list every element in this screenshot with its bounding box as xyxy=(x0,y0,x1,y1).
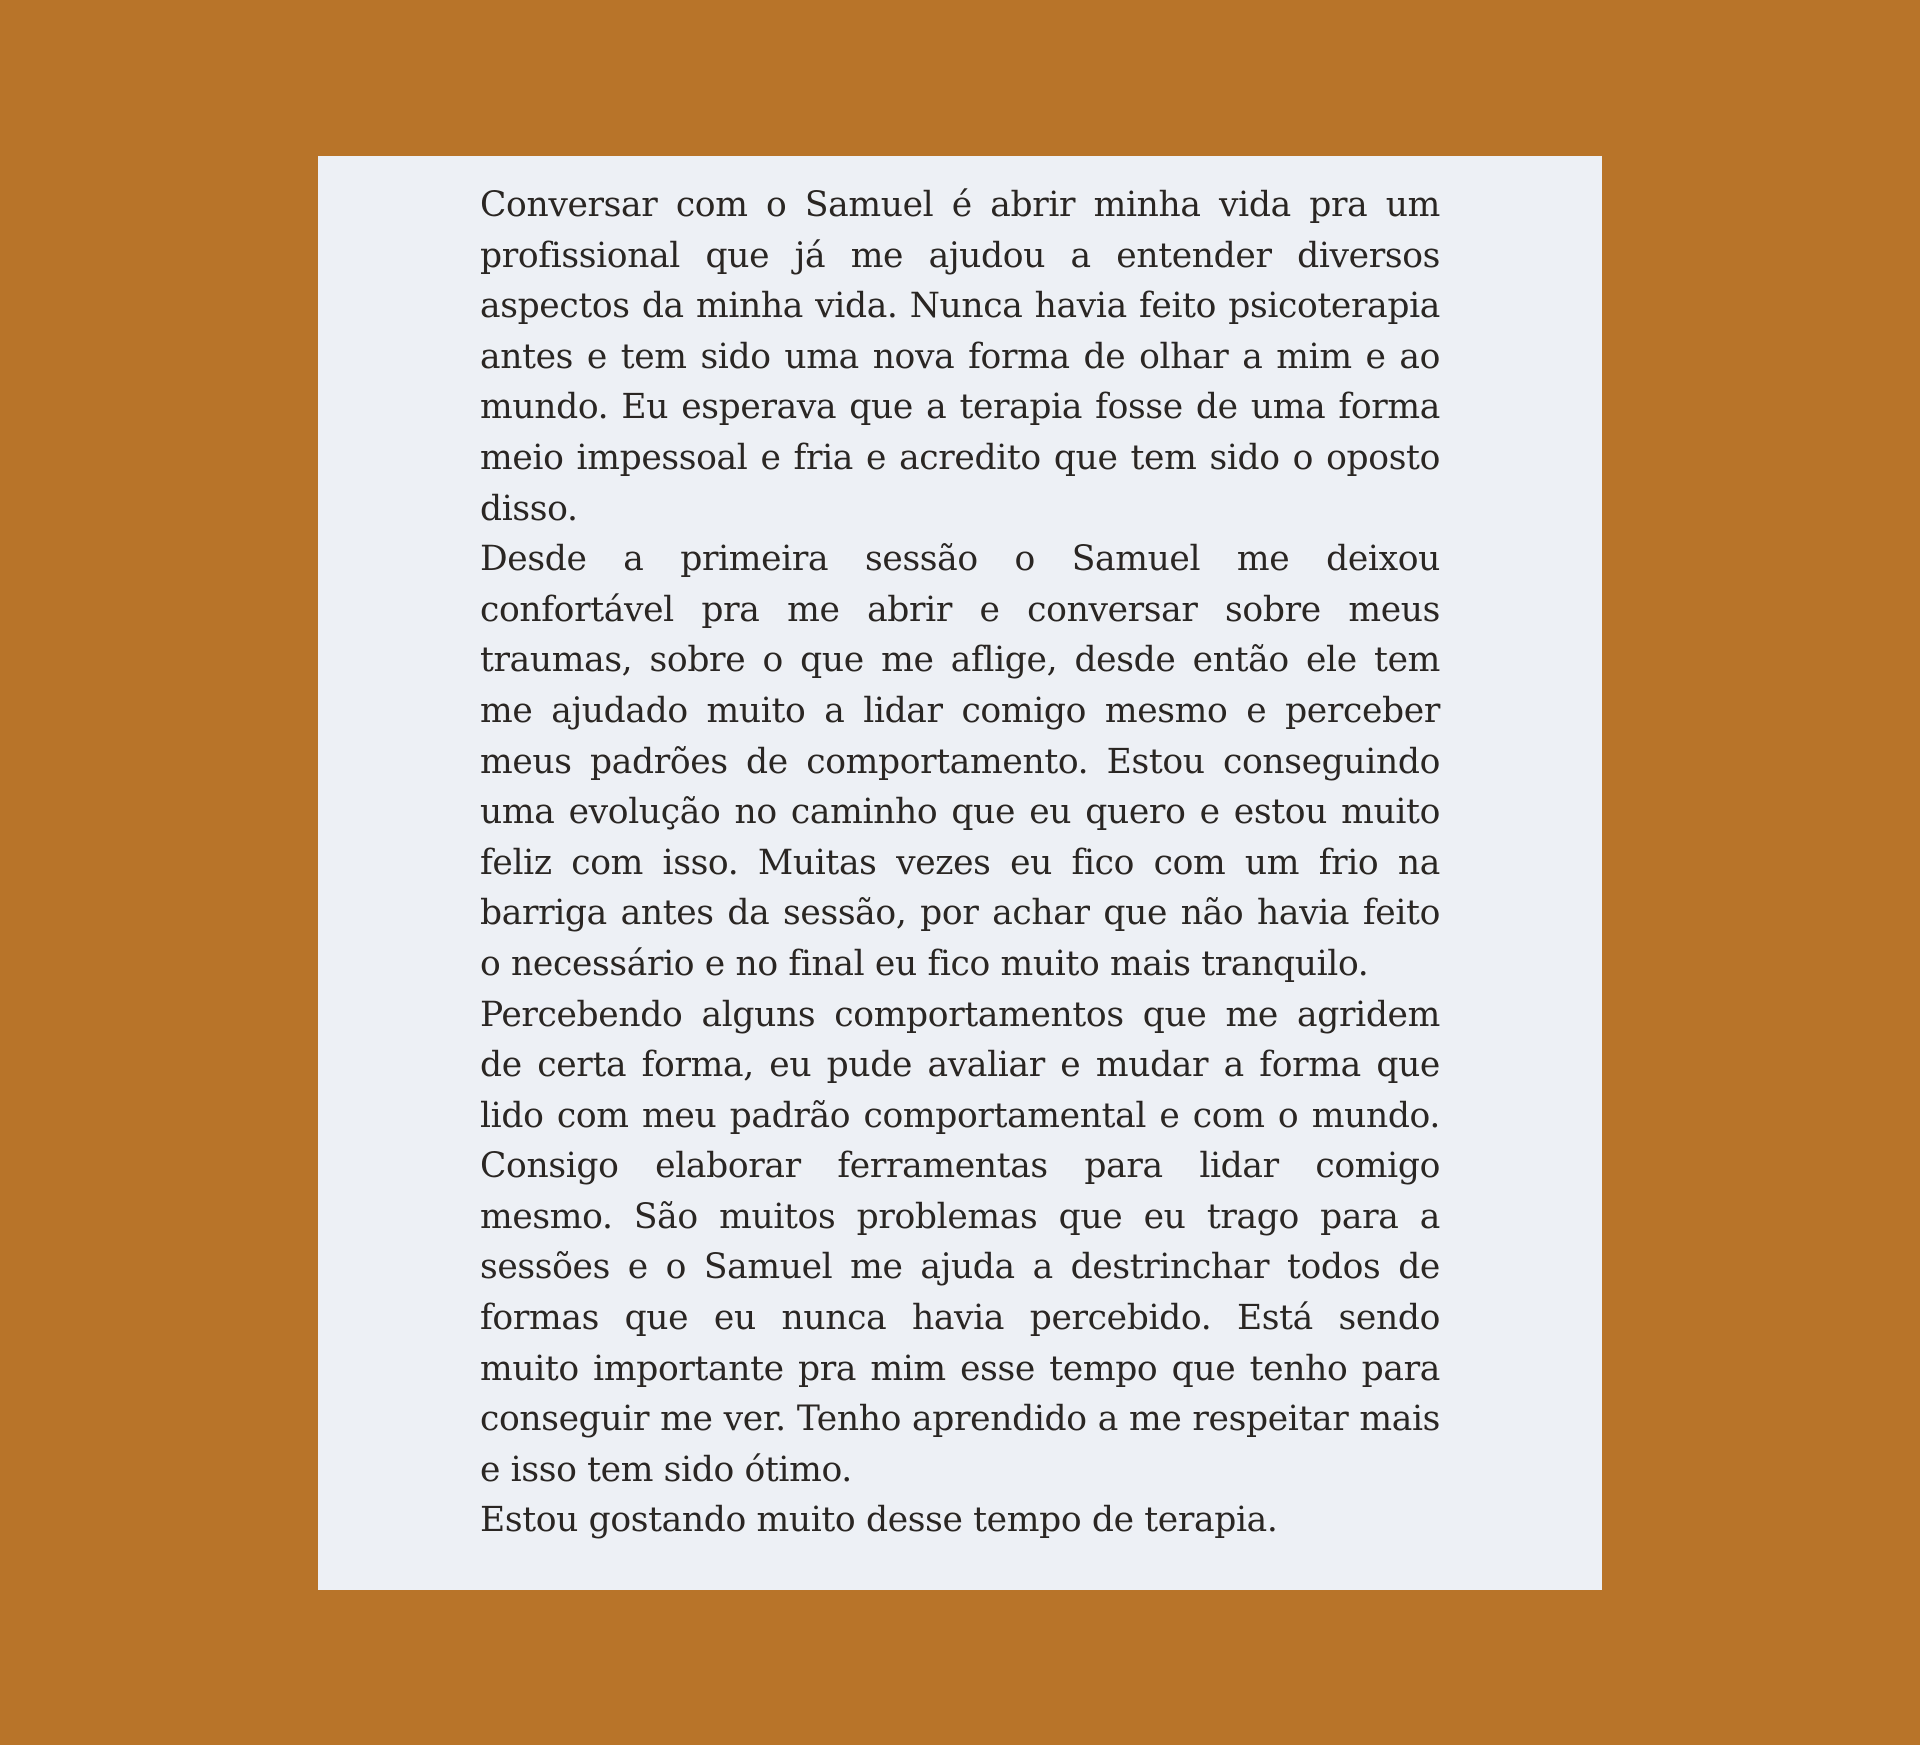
paragraph-3: Percebendo alguns comportamentos que me agridem de certa forma, eu pude avaliar e mudar a forma que lido com meu padrão comportamental e com o mundo. Consigo elaborar ferramentas para lidar comigo mesmo. São muitos problemas que eu trago para a sessões e o Samuel me ajuda a destrinchar todos de formas que eu nunca havia percebido. Está sendo muito importante pra mim esse tempo que tenho para conseguir me ver. Tenho aprendido a me respeitar mais e isso tem sido ótimo. xyxy=(480,994,1440,1490)
paragraph-1: Conversar com o Samuel é abrir minha vida pra um profissional que já me ajudou a entender diversos aspectos da minha vida. Nunca havia feito psicoterapia antes e tem sido uma nova forma de olhar a mim e ao mundo. Eu esperava que a terapia fosse de uma forma meio impessoal e fria e acredito que tem sido o oposto disso. xyxy=(480,185,1440,529)
testimonial-text xyxy=(480,180,1440,1546)
testimonial-card xyxy=(318,156,1602,1590)
paragraph-4: Estou gostando muito desse tempo de terapia. xyxy=(480,1500,1278,1541)
paragraph-2: Desde a primeira sessão o Samuel me deixou confortável pra me abrir e conversar sobre meus traumas, sobre o que me aflige, desde então ele tem me ajudado muito a lidar comigo mesmo e perceber meus padrões de comportamento. Estou conseguindo uma evolução no caminho que eu quero e estou muito feliz com isso. Muitas vezes eu fico com um frio na barriga antes da sessão, por achar que não havia feito o necessário e no final eu fico muito mais tranquilo. xyxy=(480,539,1440,984)
